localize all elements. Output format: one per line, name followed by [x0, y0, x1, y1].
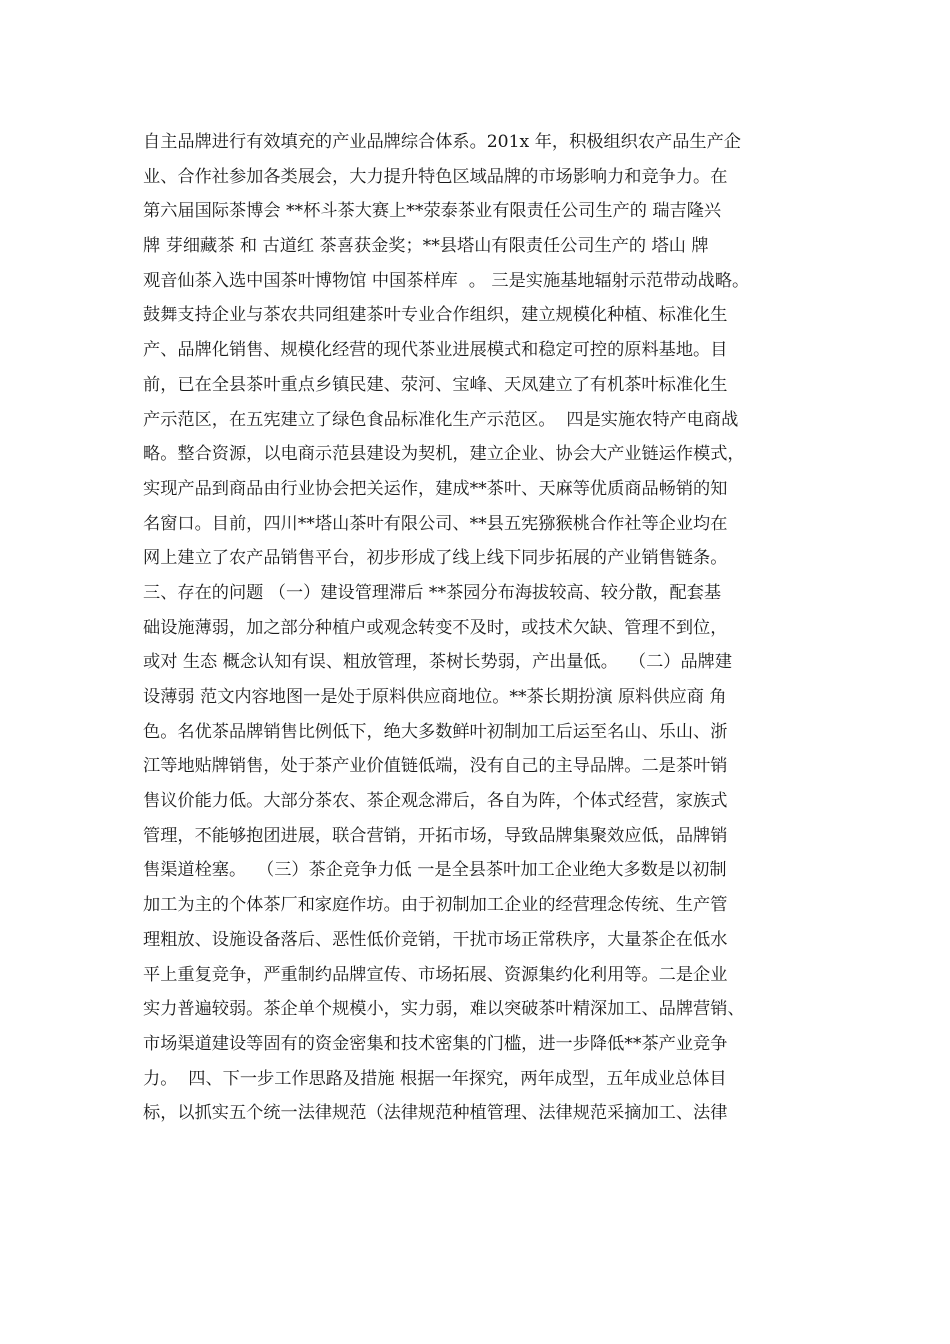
text-line: 实力普遍较弱。茶企单个规模小，实力弱，难以突破茶叶精深加工、品牌营销、: [143, 999, 745, 1020]
text-line: 管理，不能够抱团进展，联合营销，开拓市场，导致品牌集聚效应低，品牌销: [143, 825, 728, 846]
text-line: 础设施薄弱，加之部分种植户或观念转变不及时，或技术欠缺、管理不到位，: [143, 617, 728, 638]
text-line: 实现产品到商品由行业协会把关运作，建成**茶叶、天麻等优质商品畅销的知: [143, 478, 728, 499]
text-line: 市场渠道建设等固有的资金密集和技术密集的门槛，进一步降低**茶产业竞争: [143, 1033, 728, 1054]
text-line: 三、存在的问题 （一）建设管理滞后 **茶园分布海拔较高、较分散，配套基: [143, 582, 722, 603]
text-line: 略。整合资源，以电商示范县建设为契机，建立企业、协会大产业链运作模式，: [143, 444, 745, 465]
text-line: 名窗口。目前，四川**塔山茶叶有限公司、**县五宪猕猴桃合作社等企业均在: [143, 513, 728, 534]
text-line: 售渠道栓塞。 （三）茶企竞争力低 一是全县茶叶加工企业绝大多数是以初制: [143, 860, 727, 881]
text-line: 力。 四、下一步工作思路及措施 根据一年探究，两年成型，五年成业总体目: [143, 1068, 727, 1089]
text-line: 第六届国际茶博会 **杯斗茶大赛上**荥泰茶业有限责任公司生产的 瑞吉隆兴: [143, 201, 722, 222]
text-line: 平上重复竞争，严重制约品牌宣传、市场拓展、资源集约化利用等。二是企业: [143, 964, 728, 985]
text-line: 理粗放、设施设备落后、恶性低价竞销，干扰市场正常秩序，大量茶企在低水: [143, 929, 728, 950]
text-line: 观音仙茶入选中国茶叶博物馆 中国茶样库 。 三是实施基地辐射示范带动战略。: [143, 270, 750, 291]
text-line: 加工为主的个体茶厂和家庭作坊。由于初制加工企业的经营理念传统、生产管: [143, 895, 728, 916]
text-line: 产示范区，在五宪建立了绿色食品标准化生产示范区。 四是实施农特产电商战: [143, 409, 739, 430]
text-line: 或对 生态 概念认知有误、粗放管理，茶树长势弱，产出量低。 （二）品牌建: [143, 652, 733, 673]
text-line: 色。名优茶品牌销售比例低下，绝大多数鲜叶初制加工后运至名山、乐山、浙: [143, 721, 728, 742]
text-line: 前，已在全县茶叶重点乡镇民建、荥河、宝峰、天凤建立了有机茶叶标准化生: [143, 374, 728, 395]
text-line: 标，以抓实五个统一法律规范（法律规范种植管理、法律规范采摘加工、法律: [143, 1103, 728, 1124]
text-line: 牌 芽细藏茶 和 古道红 茶喜获金奖；**县塔山有限责任公司生产的 塔山 牌: [143, 236, 709, 257]
text-line: 鼓舞支持企业与茶农共同组建茶叶专业合作组织，建立规模化种植、标准化生: [143, 305, 728, 326]
text-line: 自主品牌进行有效填充的产业品牌综合体系。201x 年，积极组织农产品生产企: [143, 132, 741, 152]
text-line: 产、品牌化销售、规模化经营的现代茶业进展模式和稳定可控的原料基地。目: [143, 340, 728, 361]
text-line: 设薄弱 范文内容地图一是处于原料供应商地位。**茶长期扮演 原料供应商 角: [143, 687, 727, 707]
text-line: 业、合作社参加各类展会，大力提升特色区域品牌的市场影响力和竞争力。在: [143, 166, 728, 187]
text-line: 网上建立了农产品销售平台，初步形成了线上线下同步拓展的产业销售链条。: [143, 548, 728, 569]
text-line: 售议价能力低。大部分茶农、茶企观念滞后，各自为阵，个体式经营，家族式: [143, 791, 728, 812]
body-text: [143, 125, 823, 1131]
text-line: 江等地贴牌销售，处于茶产业价值链低端，没有自己的主导品牌。二是茶叶销: [143, 756, 728, 777]
